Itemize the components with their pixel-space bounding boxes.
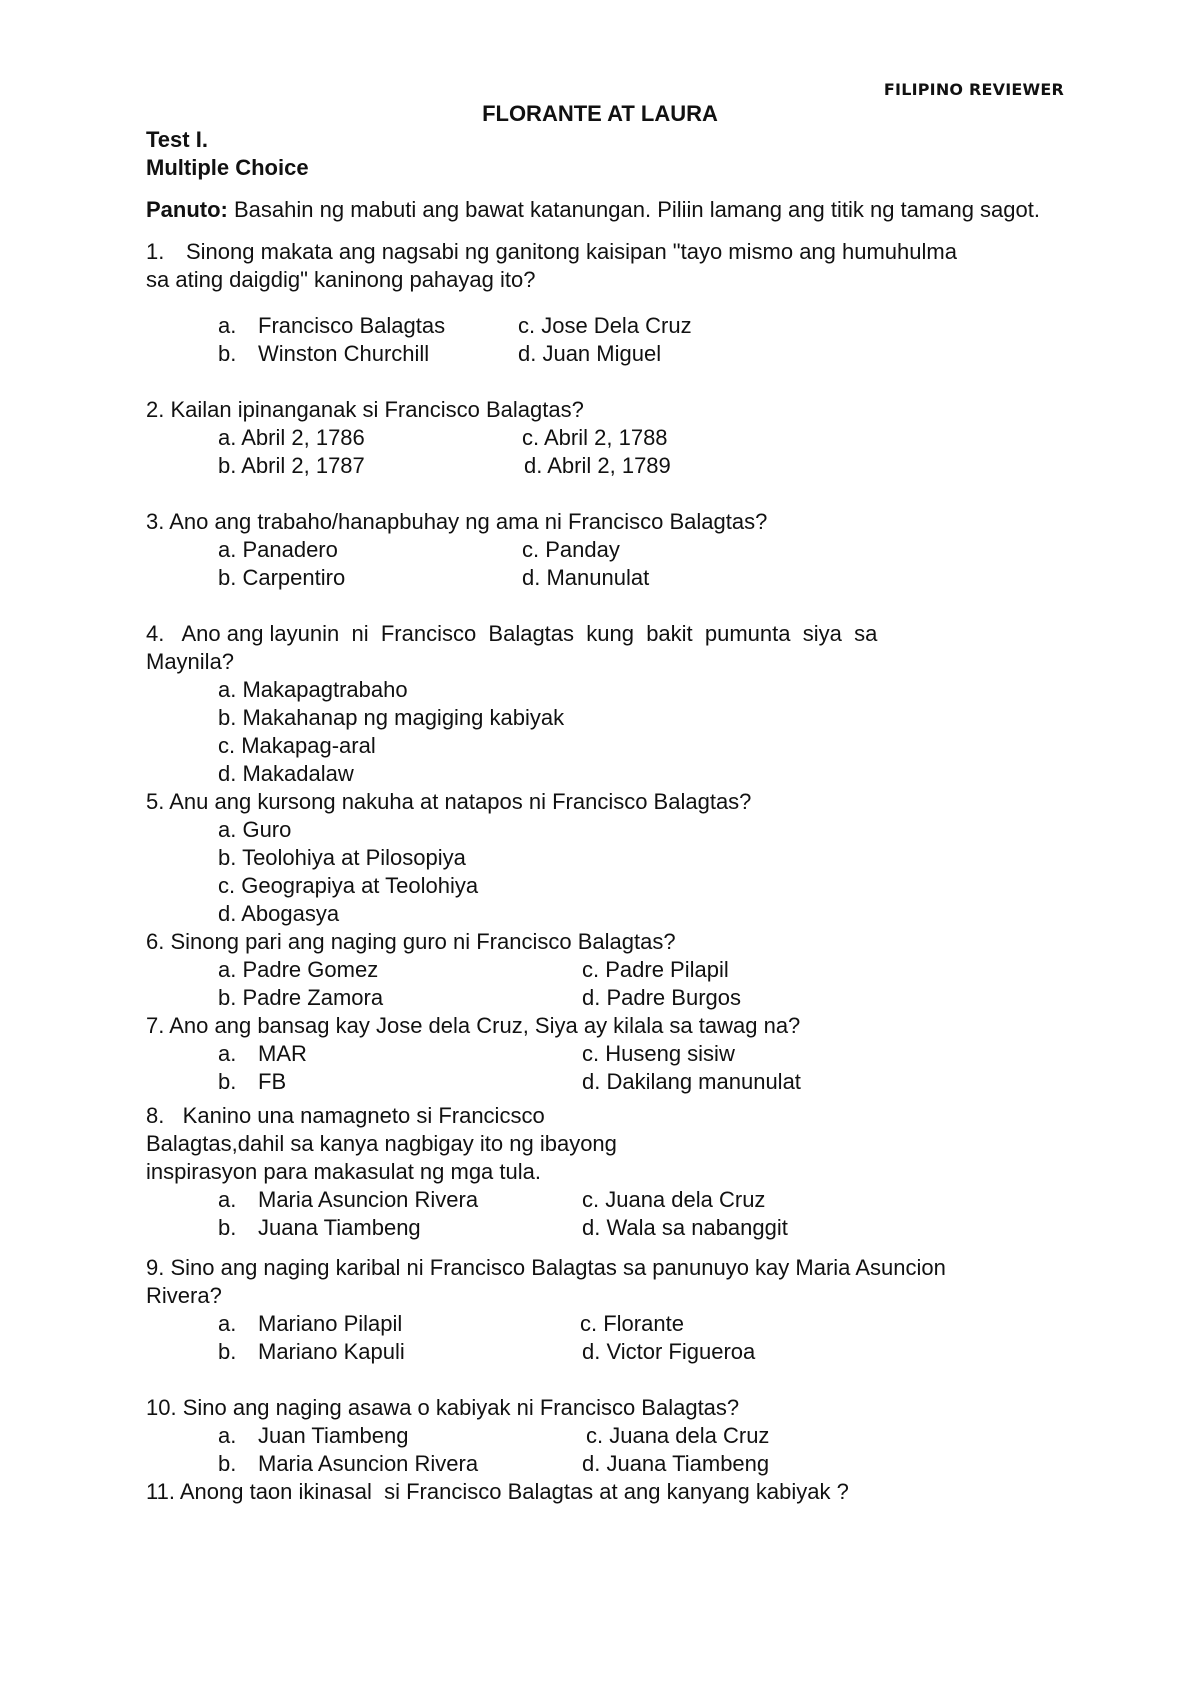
document-title: FLORANTE AT LAURA bbox=[482, 101, 718, 126]
option-d: d. Abogasya bbox=[218, 901, 340, 926]
question-8-line1: 8. Kanino una namagneto si Francicsco bbox=[146, 1103, 545, 1128]
question-1 bbox=[146, 238, 1046, 368]
question-6-text: 6. Sinong pari ang naging guro ni Francisco Balagtas? bbox=[146, 929, 676, 954]
instructions-label: Panuto: bbox=[146, 197, 228, 222]
option-b: Juana Tiambeng bbox=[258, 1215, 421, 1240]
question-5-text: 5. Anu ang kursong nakuha at natapos ni Francisco Balagtas? bbox=[146, 789, 752, 814]
test-number: Test I. bbox=[146, 127, 208, 152]
option-a: Francisco Balagtas bbox=[258, 313, 446, 338]
question-9 bbox=[146, 1254, 1046, 1366]
option-a: a. Panadero bbox=[218, 537, 338, 562]
option-b: b. Teolohiya at Pilosopiya bbox=[218, 845, 466, 870]
option-c: c. Huseng sisiw bbox=[582, 1041, 735, 1066]
option-b: FB bbox=[258, 1069, 287, 1094]
question-1-line1: Sinong makata ang nagsabi ng ganitong kaisipan "tayo mismo ang humuhulma bbox=[186, 239, 957, 264]
option-letter: b. bbox=[218, 1069, 237, 1094]
question-1-number: 1. bbox=[146, 239, 165, 264]
question-10-options bbox=[218, 1422, 1046, 1478]
option-a: a. Makapagtrabaho bbox=[218, 677, 408, 702]
question-6 bbox=[146, 928, 1046, 1012]
question-8 bbox=[146, 1102, 1046, 1242]
option-letter: b. bbox=[218, 1451, 237, 1476]
option-b: Winston Churchill bbox=[258, 341, 430, 366]
test-type: Multiple Choice bbox=[146, 155, 309, 180]
question-2-text: 2. Kailan ipinanganak si Francisco Balagtas? bbox=[146, 397, 584, 422]
option-c: c. Makapag-aral bbox=[218, 733, 376, 758]
question-6-options bbox=[218, 956, 1046, 1012]
option-b: b. Abril 2, 1787 bbox=[218, 453, 365, 478]
option-c: c. Abril 2, 1788 bbox=[522, 425, 668, 450]
option-letter: a. bbox=[218, 1311, 237, 1336]
question-1-line2: sa ating daigdig" kaninong pahayag ito? bbox=[146, 267, 536, 292]
question-5 bbox=[146, 788, 1046, 928]
option-d: d. Victor Figueroa bbox=[582, 1339, 756, 1364]
question-4-options bbox=[218, 676, 1046, 788]
instructions bbox=[146, 196, 1046, 224]
question-10 bbox=[146, 1394, 1046, 1478]
question-5-options bbox=[218, 816, 1046, 928]
question-11-text: 11. Anong taon ikinasal si Francisco Balagtas at ang kanyang kabiyak ? bbox=[146, 1479, 849, 1504]
option-letter: a. bbox=[218, 1423, 237, 1448]
question-9-options bbox=[218, 1310, 1046, 1366]
option-b: b. Carpentiro bbox=[218, 565, 346, 590]
instructions-text: Basahin ng mabuti ang bawat katanungan. Piliin lamang ang titik ng tamang sagot. bbox=[227, 197, 1040, 222]
question-8-line2: Balagtas,dahil sa kanya nagbigay ito ng ibayong bbox=[146, 1131, 617, 1156]
question-7-options bbox=[218, 1040, 1046, 1096]
question-10-text: 10. Sino ang naging asawa o kabiyak ni Francisco Balagtas? bbox=[146, 1395, 740, 1420]
option-d: d. Padre Burgos bbox=[582, 985, 741, 1010]
question-4-line2: Maynila? bbox=[146, 649, 235, 674]
option-c: c. Padre Pilapil bbox=[582, 957, 729, 982]
option-c: c. Juana dela Cruz bbox=[582, 1187, 766, 1212]
option-letter: a. bbox=[218, 1187, 237, 1212]
question-9-line1: 9. Sino ang naging karibal ni Francisco Balagtas sa panunuyo kay Maria Asuncion bbox=[146, 1255, 946, 1280]
option-d: d. Juan Miguel bbox=[518, 341, 662, 366]
question-9-line2: Rivera? bbox=[146, 1283, 222, 1308]
option-letter: a. bbox=[218, 1041, 237, 1066]
option-b: Maria Asuncion Rivera bbox=[258, 1451, 479, 1476]
option-b: Mariano Kapuli bbox=[258, 1339, 405, 1364]
option-letter: b. bbox=[218, 341, 237, 366]
question-3 bbox=[146, 508, 1046, 592]
question-8-line3: inspirasyon para makasulat ng mga tula. bbox=[146, 1159, 541, 1184]
option-d: d. Dakilang manunulat bbox=[582, 1069, 801, 1094]
option-a: a. Padre Gomez bbox=[218, 957, 379, 982]
page-header: FILIPINO REVIEWER bbox=[883, 80, 1064, 99]
option-d: d. Wala sa nabanggit bbox=[582, 1215, 788, 1240]
option-c: c. Geograpiya at Teolohiya bbox=[218, 873, 479, 898]
option-c: c. Juana dela Cruz bbox=[586, 1423, 770, 1448]
option-letter: a. bbox=[218, 313, 237, 338]
question-7-text: 7. Ano ang bansag kay Jose dela Cruz, Siya ay kilala sa tawag na? bbox=[146, 1013, 801, 1038]
option-d: d. Juana Tiambeng bbox=[582, 1451, 770, 1476]
option-b: b. Makahanap ng magiging kabiyak bbox=[218, 705, 565, 730]
question-1-options bbox=[218, 312, 1046, 368]
option-letter: b. bbox=[218, 1339, 237, 1364]
option-d: d. Manunulat bbox=[522, 565, 650, 590]
option-a: a. Guro bbox=[218, 817, 292, 842]
option-b: b. Padre Zamora bbox=[218, 985, 384, 1010]
option-a: Maria Asuncion Rivera bbox=[258, 1187, 479, 1212]
question-2 bbox=[146, 396, 1046, 480]
question-4 bbox=[146, 620, 1046, 788]
question-2-options bbox=[218, 424, 1046, 480]
option-c: c. Panday bbox=[522, 537, 620, 562]
question-3-text: 3. Ano ang trabaho/hanapbuhay ng ama ni Francisco Balagtas? bbox=[146, 509, 768, 534]
option-a: a. Abril 2, 1786 bbox=[218, 425, 365, 450]
option-a: MAR bbox=[258, 1041, 307, 1066]
option-c: c. Jose Dela Cruz bbox=[518, 313, 692, 338]
option-d: d. Abril 2, 1789 bbox=[524, 453, 671, 478]
option-letter: b. bbox=[218, 1215, 237, 1240]
question-3-options bbox=[218, 536, 1046, 592]
option-c: c. Florante bbox=[580, 1311, 684, 1336]
document-body bbox=[146, 126, 1046, 1506]
question-7 bbox=[146, 1012, 1046, 1096]
option-a: Mariano Pilapil bbox=[258, 1311, 403, 1336]
question-11 bbox=[146, 1478, 1046, 1506]
question-8-options bbox=[218, 1186, 1046, 1242]
question-4-line1: 4. Ano ang layunin ni Francisco Balagtas kung bakit pumunta siya sa bbox=[146, 621, 878, 646]
option-a: Juan Tiambeng bbox=[258, 1423, 409, 1448]
option-d: d. Makadalaw bbox=[218, 761, 354, 786]
